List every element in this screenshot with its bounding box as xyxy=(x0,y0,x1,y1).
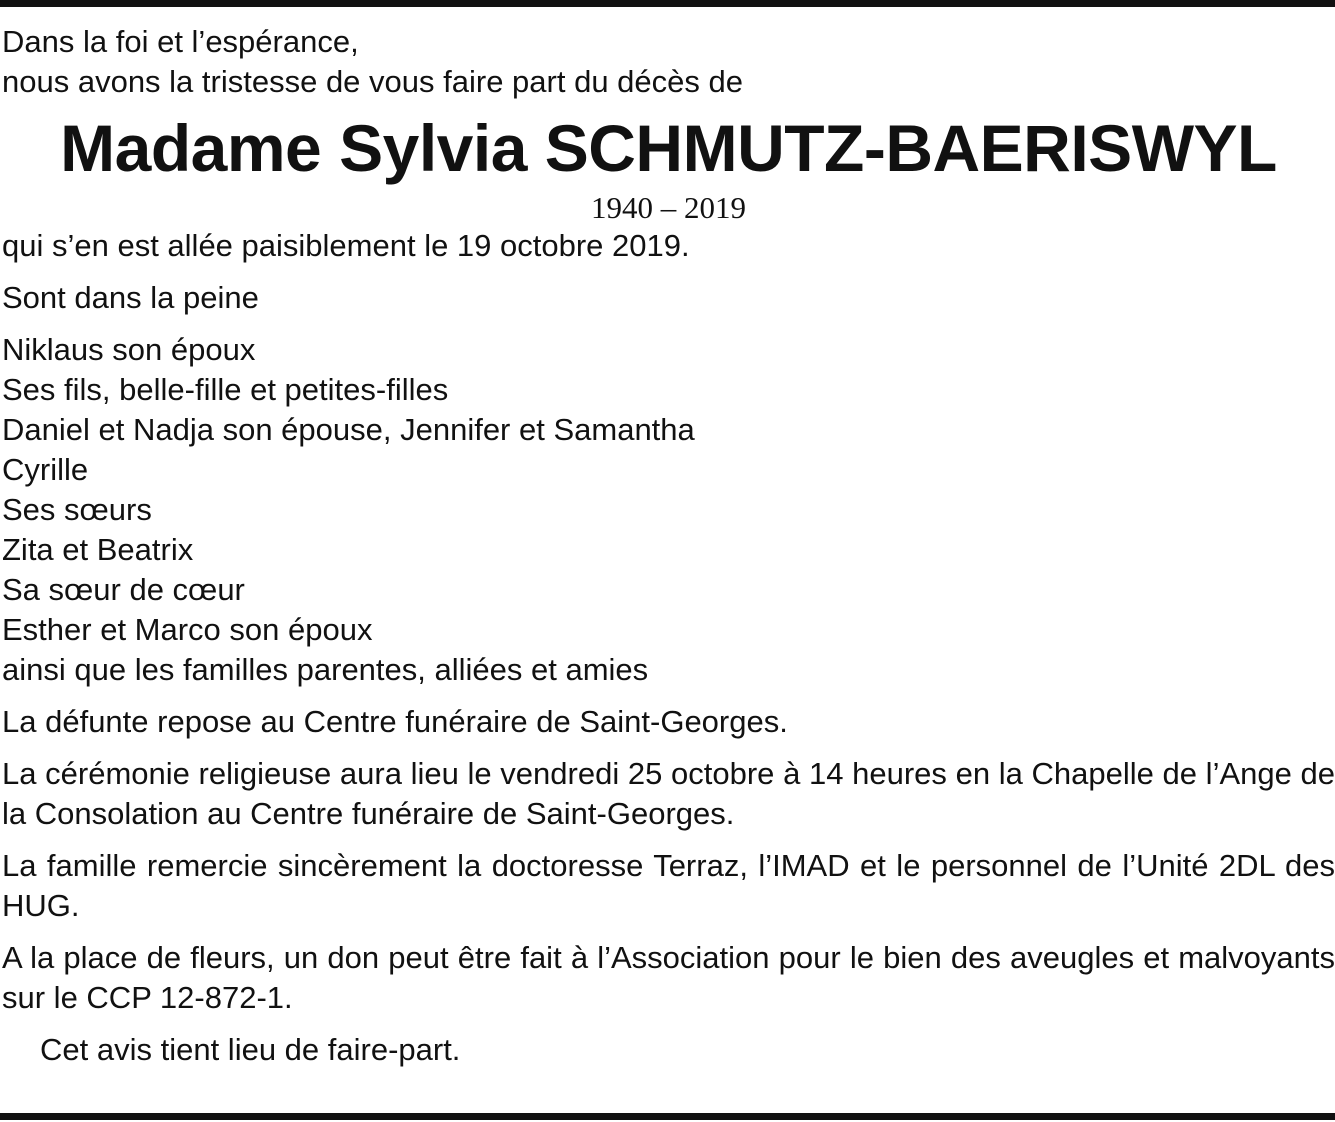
donation-info: A la place de fleurs, un don peut être fait à l’Association pour le bien des aveugles et malvoyants sur le CCP 12-872-1. xyxy=(2,940,1335,1015)
intro-line: Dans la foi et l’espérance, xyxy=(2,24,359,59)
thanks-info: La famille remercie sincèrement la doctoresse Terraz, l’IMAD et le personnel de l’Unité 2DL des HUG. xyxy=(2,848,1335,923)
mourner-line: Zita et Beatrix xyxy=(2,532,194,567)
bottom-rule xyxy=(0,1113,1335,1120)
mourners-list xyxy=(2,330,1335,690)
mourner-line: Cyrille xyxy=(2,452,89,487)
repose-info: La défunte repose au Centre funéraire de Saint-Georges. xyxy=(2,704,788,739)
intro xyxy=(2,22,1335,102)
life-years: 1940 – 2019 xyxy=(591,190,746,225)
intro-line: nous avons la tristesse de vous faire part du décès de xyxy=(2,64,743,99)
mourner-line: Daniel et Nadja son épouse, Jennifer et Samantha xyxy=(2,412,695,447)
mourner-line: Esther et Marco son époux xyxy=(2,612,373,647)
closing-note: Cet avis tient lieu de faire-part. xyxy=(40,1032,461,1067)
death-notice xyxy=(2,22,1335,1070)
mourner-line: Ses sœurs xyxy=(2,492,152,527)
mourner-line: Niklaus son époux xyxy=(2,332,256,367)
ceremony-info: La cérémonie religieuse aura lieu le vendredi 25 octobre à 14 heures en la Chapelle de l’Ange de la Consolation au Centre funéraire de Saint-Georges. xyxy=(2,756,1335,831)
deceased-name: Madame Sylvia SCHMUTZ-BAERISWYL xyxy=(60,111,1277,185)
mourner-line: Sa sœur de cœur xyxy=(2,572,245,607)
top-rule xyxy=(0,0,1335,7)
passing-statement: qui s’en est allée paisiblement le 19 octobre 2019. xyxy=(2,228,690,263)
mourner-line: ainsi que les familles parentes, alliées et amies xyxy=(2,652,649,687)
mourner-line: Ses fils, belle-fille et petites-filles xyxy=(2,372,449,407)
mourners-heading: Sont dans la peine xyxy=(2,280,259,315)
